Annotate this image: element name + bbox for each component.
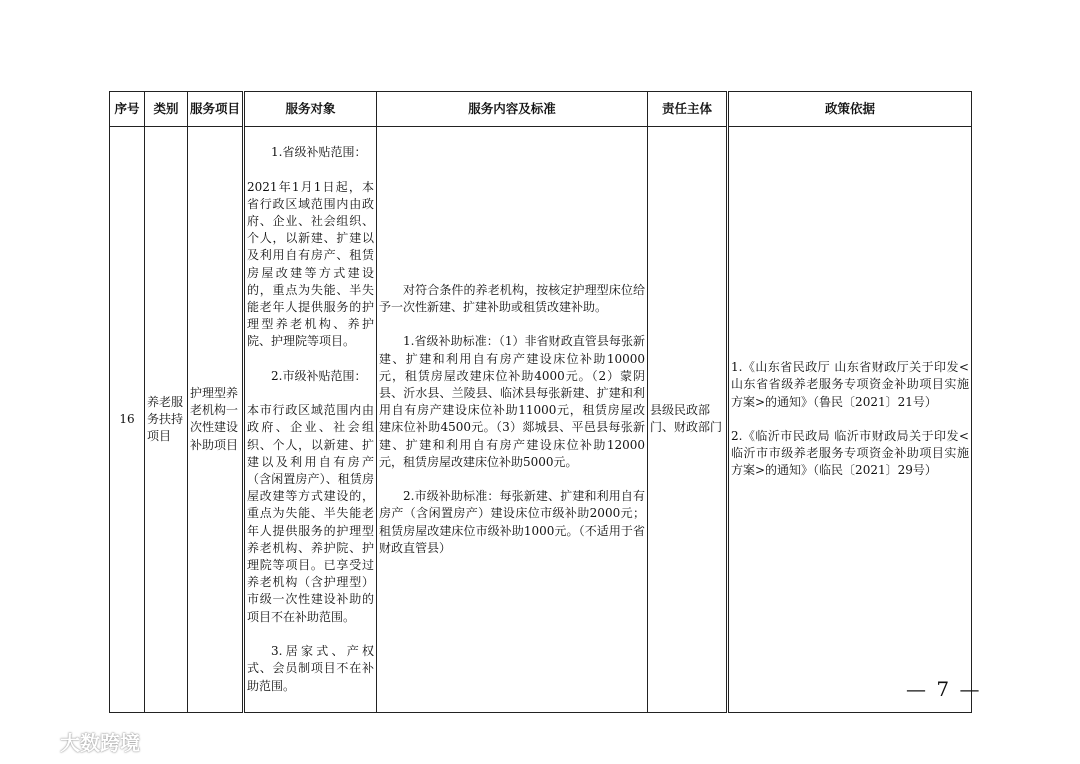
table-header-row xyxy=(110,92,972,127)
row-service-item: 护理型养老机构一次性建设补助项目 xyxy=(188,127,244,713)
header-service-content: 服务内容及标准 xyxy=(377,92,648,127)
content-para-1: 对符合条件的养老机构，按核定护理型床位给予一次性新建、扩建补助或租赁改建补助。 xyxy=(379,282,645,315)
content-para-3: 2.市级补助标准：每张新建、扩建和利用自有房产（含闲置房产）建设床位市级补助2000元；租赁房屋改建床位市级补助1000元。（不适用于省财政直管县） xyxy=(379,489,645,555)
chat-bubble-logo-icon xyxy=(10,728,54,756)
header-service-target: 服务对象 xyxy=(244,92,377,127)
content-para-2: 1.省级补助标准：（1）非省财政直管县每张新建、扩建和利用自有房产建设床位补助10000元，租赁房屋改建床位补助4000元。（2）蒙阴县、沂水县、兰陵县、临沭县每张新建、扩建和利用自有房产建设床位补助11000元，租赁房屋改建床位补助4500元。（3）郯城县、平邑县每张新建、扩建和利用自有房产建设床位补助12000元，租赁房屋改建床位补助5000元。 xyxy=(379,334,645,469)
watermark xyxy=(10,727,140,756)
header-policy-basis: 政策依据 xyxy=(728,92,972,127)
policy-para-1: 1.《山东省民政厅 山东省财政厅关于印发<山东省省级养老服务专项资金补助项目实施方案>的通知》（鲁民〔2021〕21号） xyxy=(731,360,969,409)
header-responsible: 责任主体 xyxy=(648,92,728,127)
target-para-5: 3.居家式、产权式、会员制项目不在补助范围。 xyxy=(247,644,374,693)
watermark-text: 大数跨境 xyxy=(60,731,140,755)
target-para-1: 1.省级补贴范围： xyxy=(271,145,367,160)
target-para-3: 2.市级补贴范围： xyxy=(271,368,367,383)
row-number: 16 xyxy=(110,127,145,713)
header-service-item: 服务项目 xyxy=(188,92,244,127)
row-responsible: 县级民政部门、财政部门 xyxy=(648,127,728,713)
page-number: — 7 — xyxy=(906,677,982,701)
header-number: 序号 xyxy=(110,92,145,127)
target-para-4: 本市行政区域范围内由政府、企业、社会组织、个人，以新建、扩建以及利用自有房产（含闲置房产）、租赁房屋改建等方式建设的，重点为失能、半失能老年人提供服务的护理型养老机构、养护院、护理院等项目。已享受过养老机构（含护理型）市级一次性建设补助的项目不在补助范围。 xyxy=(247,403,374,624)
row-service-content xyxy=(377,127,648,713)
policy-table xyxy=(109,91,972,713)
table-row xyxy=(110,127,972,713)
row-policy-basis xyxy=(728,127,972,713)
policy-para-2: 2.《临沂市民政局 临沂市财政局关于印发<临沂市市级养老服务专项资金补助项目实施方案>的通知》（临民〔2021〕29号） xyxy=(731,429,969,478)
row-category: 养老服务扶持项目 xyxy=(145,127,188,713)
row-service-target xyxy=(244,127,377,713)
header-category: 类别 xyxy=(145,92,188,127)
target-para-2: 2021年1月1日起，本省行政区域范围内由政府、企业、社会组织、个人，以新建、扩建以及利用自有房产、租赁房屋改建等方式建设的，重点为失能、半失能老年人提供服务的护理型养老机构、养护院、护理院等项目。 xyxy=(247,179,374,349)
